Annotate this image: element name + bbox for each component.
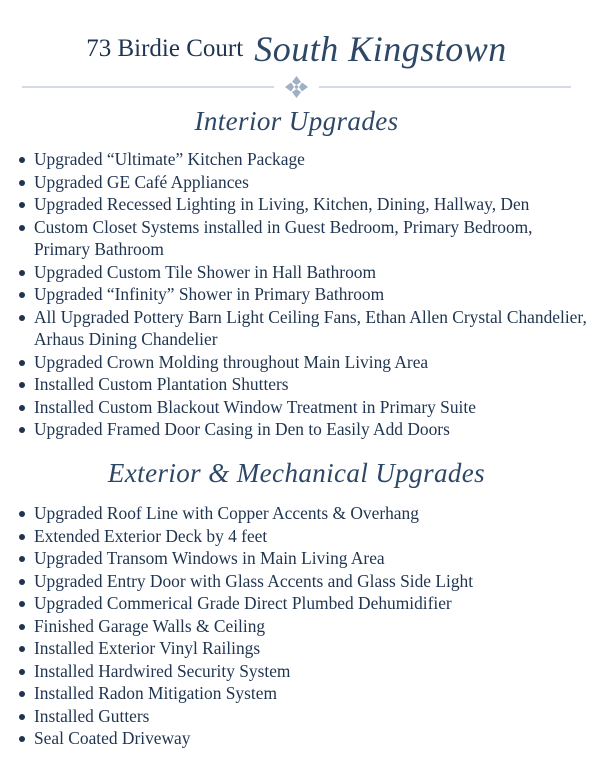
list-item: Upgraded “Infinity” Shower in Primary Bathroom [18, 283, 588, 306]
list-item: Upgraded Entry Door with Glass Accents and Glass Side Light [18, 570, 588, 593]
list-item: Upgraded Transom Windows in Main Living Area [18, 547, 588, 570]
exterior-section-title: Exterior & Mechanical Upgrades [107, 458, 486, 488]
list-item: Custom Closet Systems installed in Guest Bedroom, Primary Bedroom, Primary Bathroom [18, 216, 588, 261]
list-item: Installed Custom Plantation Shutters [18, 373, 588, 396]
list-item: Upgraded Crown Molding throughout Main Living Area [18, 351, 588, 374]
fleur-diamond-ornament-icon [285, 76, 308, 98]
town-name: South Kingstown [254, 29, 507, 69]
header [0, 28, 593, 70]
exterior-upgrades-list [18, 502, 588, 750]
list-item: Installed Hardwired Security System [18, 660, 588, 683]
list-item: Extended Exterior Deck by 4 feet [18, 525, 588, 548]
interior-section-title: Interior Upgrades [194, 106, 399, 136]
list-item: Upgraded “Ultimate” Kitchen Package [18, 148, 588, 171]
list-item: Installed Radon Mitigation System [18, 682, 588, 705]
interior-upgrades-list [18, 148, 588, 441]
list-item: Upgraded Roof Line with Copper Accents & Overhang [18, 502, 588, 525]
list-item: Upgraded GE Café Appliances [18, 171, 588, 194]
list-item: Installed Custom Blackout Window Treatment in Primary Suite [18, 396, 588, 419]
street-address: 73 Birdie Court [86, 35, 244, 62]
list-item: Seal Coated Driveway [18, 727, 588, 750]
list-item: All Upgraded Pottery Barn Light Ceiling Fans, Ethan Allen Crystal Chandelier, Arhaus Dining Chandelier [18, 306, 588, 351]
list-item: Installed Gutters [18, 705, 588, 728]
list-item: Upgraded Recessed Lighting in Living, Kitchen, Dining, Hallway, Den [18, 193, 588, 216]
ornamental-divider [22, 76, 571, 98]
list-item: Upgraded Custom Tile Shower in Hall Bathroom [18, 261, 588, 284]
list-item: Upgraded Framed Door Casing in Den to Easily Add Doors [18, 418, 588, 441]
list-item: Installed Exterior Vinyl Railings [18, 637, 588, 660]
list-item: Upgraded Commerical Grade Direct Plumbed Dehumidifier [18, 592, 588, 615]
list-item: Finished Garage Walls & Ceiling [18, 615, 588, 638]
